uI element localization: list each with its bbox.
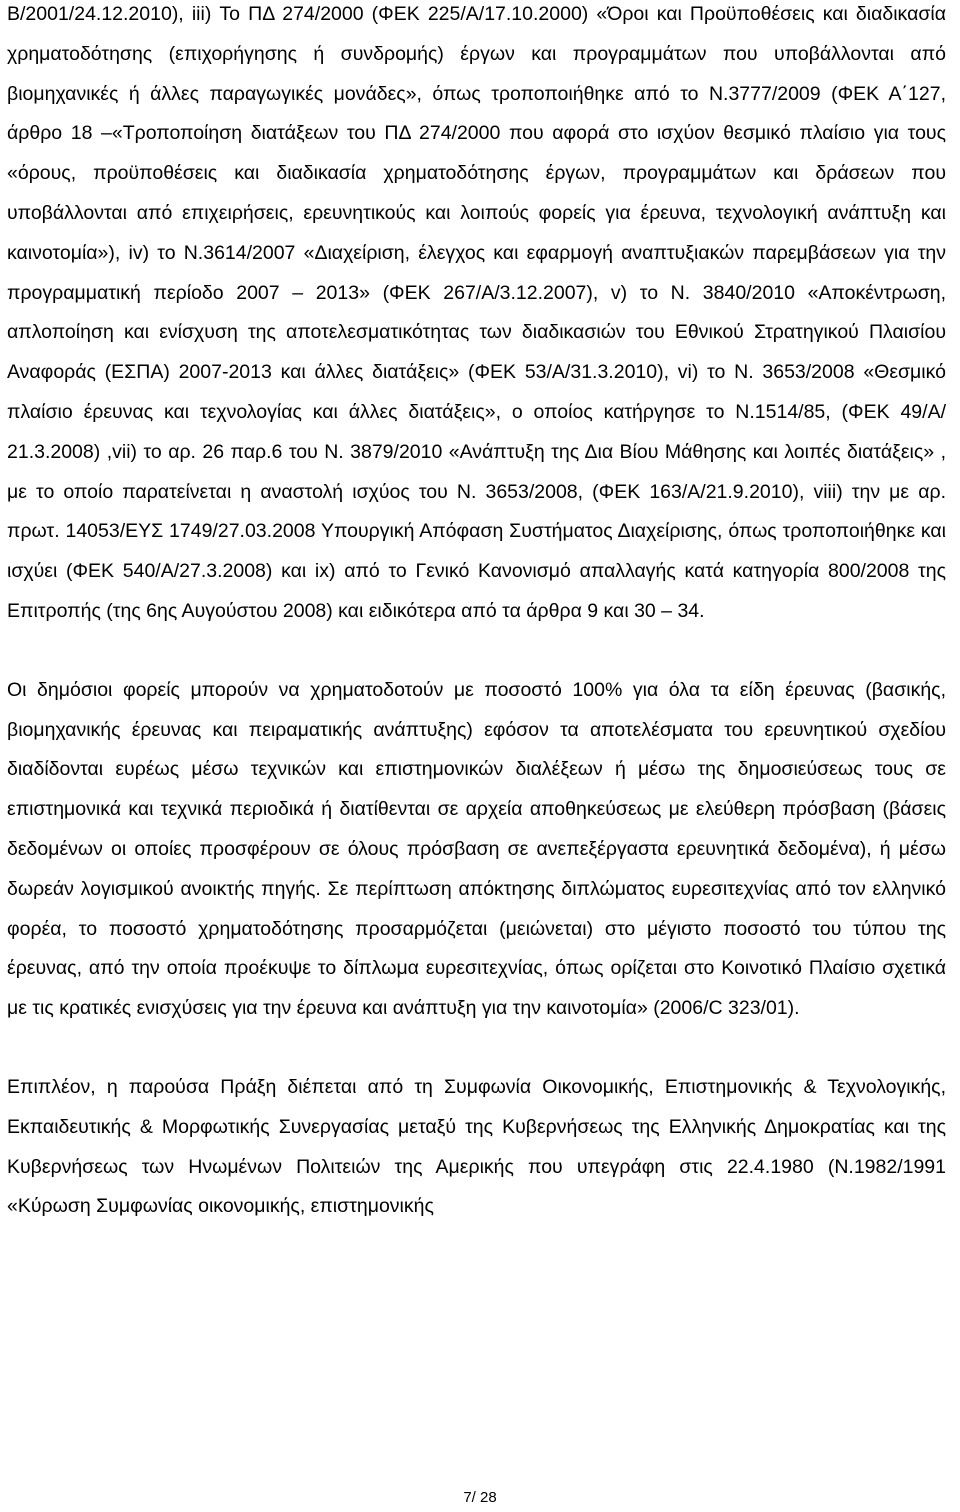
body-paragraph-legal-framework: B/2001/24.12.2010), iii) Το ΠΔ 274/2000 (ΦΕΚ 225/Α/17.10.2000) «Όροι και Προϋποθέσεις και διαδικασία χρηματοδότησης (επιχορήγησης ή συνδρομής) έργων και προγραμμάτων που υποβάλλονται από βιομηχανικές ή άλλες παραγωγικές μονάδες», όπως τροποποιήθηκε από το Ν.3777/2009 (ΦΕΚ Α΄127, άρθρο 18 –«Τροποποίηση διατάξεων του ΠΔ 274/2000 που αφορά στο ισχύον θεσμικό πλαίσιο για τους «όρους, προϋποθέσεις και διαδικασία χρηματοδότησης έργων, προγραμμάτων και δράσεων που υποβάλλονται από επιχειρήσεις, ερευνητικούς και λοιπούς φορείς για έρευνα, τεχνολογική ανάπτυξη και καινοτομία»), iv) το Ν.3614/2007 «Διαχείριση, έλεγχος και εφαρμογή αναπτυξιακών παρεμβάσεων για την προγραμματική περίοδο 2007 – 2013» (ΦΕΚ 267/Α/3.12.2007), v) το Ν. 3840/2010 «Αποκέντρωση, απλοποίηση και ενίσχυση της αποτελεσματικότητας των διαδικασιών του Εθνικού Στρατηγικού Πλαισίου Αναφοράς (ΕΣΠΑ) 2007-2013 και άλλες διατάξεις» (ΦΕΚ 53/Α/31.3.2010), vi) το Ν. 3653/2008 «Θεσμικό πλαίσιο έρευνας και τεχνολογίας και άλλες διατάξεις», ο οποίος κατήργησε το Ν.1514/85, (ΦΕΚ 49/Α/ 21.3.2008) ,vii) το αρ. 26 παρ.6 του Ν. 3879/2010 «Ανάπτυξη της Δια Βίου Μάθησης και λοιπές διατάξεις» , με το οποίο παρατείνεται η αναστολή ισχύος του Ν. 3653/2008, (ΦΕΚ 163/Α/21.9.2010), viii) την με αρ. πρωτ. 14053/ΕΥΣ 1749/27.03.2008 Υπουργική Απόφαση Συστήματος Διαχείρισης, όπως τροποποιήθηκε και ισχύει (ΦΕΚ 540/Α/27.3.2008) και ix) από το Γενικό Κανονισμό απαλλαγής κατά κατηγορία 800/2008 της Επιτροπής (της 6ης Αυγούστου 2008) και ειδικότερα από τα άρθρα 9 και 30 – 34. bbox=[7, 3, 946, 622]
body-paragraph-agreement: Επιπλέον, η παρούσα Πράξη διέπεται από τη Συμφωνία Οικονομικής, Επιστημονικής & Τεχνολογικής, Εκπαιδευτικής & Μορφωτικής Συνεργασίας μεταξύ της Κυβερνήσεως της Ελληνικής Δημοκρατίας και της Κυβερνήσεως των Ηνωμένων Πολιτειών της Αμερικής που υπεγράφη στις 22.4.1980 (Ν.1982/1991 «Κύρωση Συμφωνίας οικονομικής, επιστημονικής bbox=[7, 1075, 946, 1218]
page-number: 7/ 28 bbox=[463, 1489, 497, 1506]
body-paragraph-public-funding: Οι δημόσιοι φορείς μπορούν να χρηματοδοτούν με ποσοστό 100% για όλα τα είδη έρευνας (βασικής, βιομηχανικής έρευνας και πειραματικής ανάπτυξης) εφόσον τα αποτελέσματα του ερευνητικού σχεδίου διαδίδονται ευρέως μέσω τεχνικών και επιστημονικών διαλέξεων ή μέσω της δημοσιεύσεως τους σε επιστημονικά και τεχνικά περιοδικά ή διατίθενται σε αρχεία αποθηκεύσεως με ελεύθερη πρόσβαση (βάσεις δεδομένων οι οποίες προσφέρουν σε όλους πρόσβαση σε ανεπεξέργαστα ερευνητικά δεδομένα), ή μέσω δωρεάν λογισμικού ανοικτής πηγής. Σε περίπτωση απόκτησης διπλώματος ευρεσιτεχνίας από τον ελληνικό φορέα, το ποσοστό χρηματοδότησης προσαρμόζεται (μειώνεται) στο μέγιστο ποσοστό του τύπου της έρευνας, από την οποία προέκυψε το δίπλωμα ευρεσιτεχνίας, όπως ορίζεται στο Κοινοτικό Πλαίσιο σχετικά με τις κρατικές ενισχύσεις για την έρευνα και ανάπτυξη για την καινοτομία» (2006/C 323/01). bbox=[7, 678, 946, 1020]
